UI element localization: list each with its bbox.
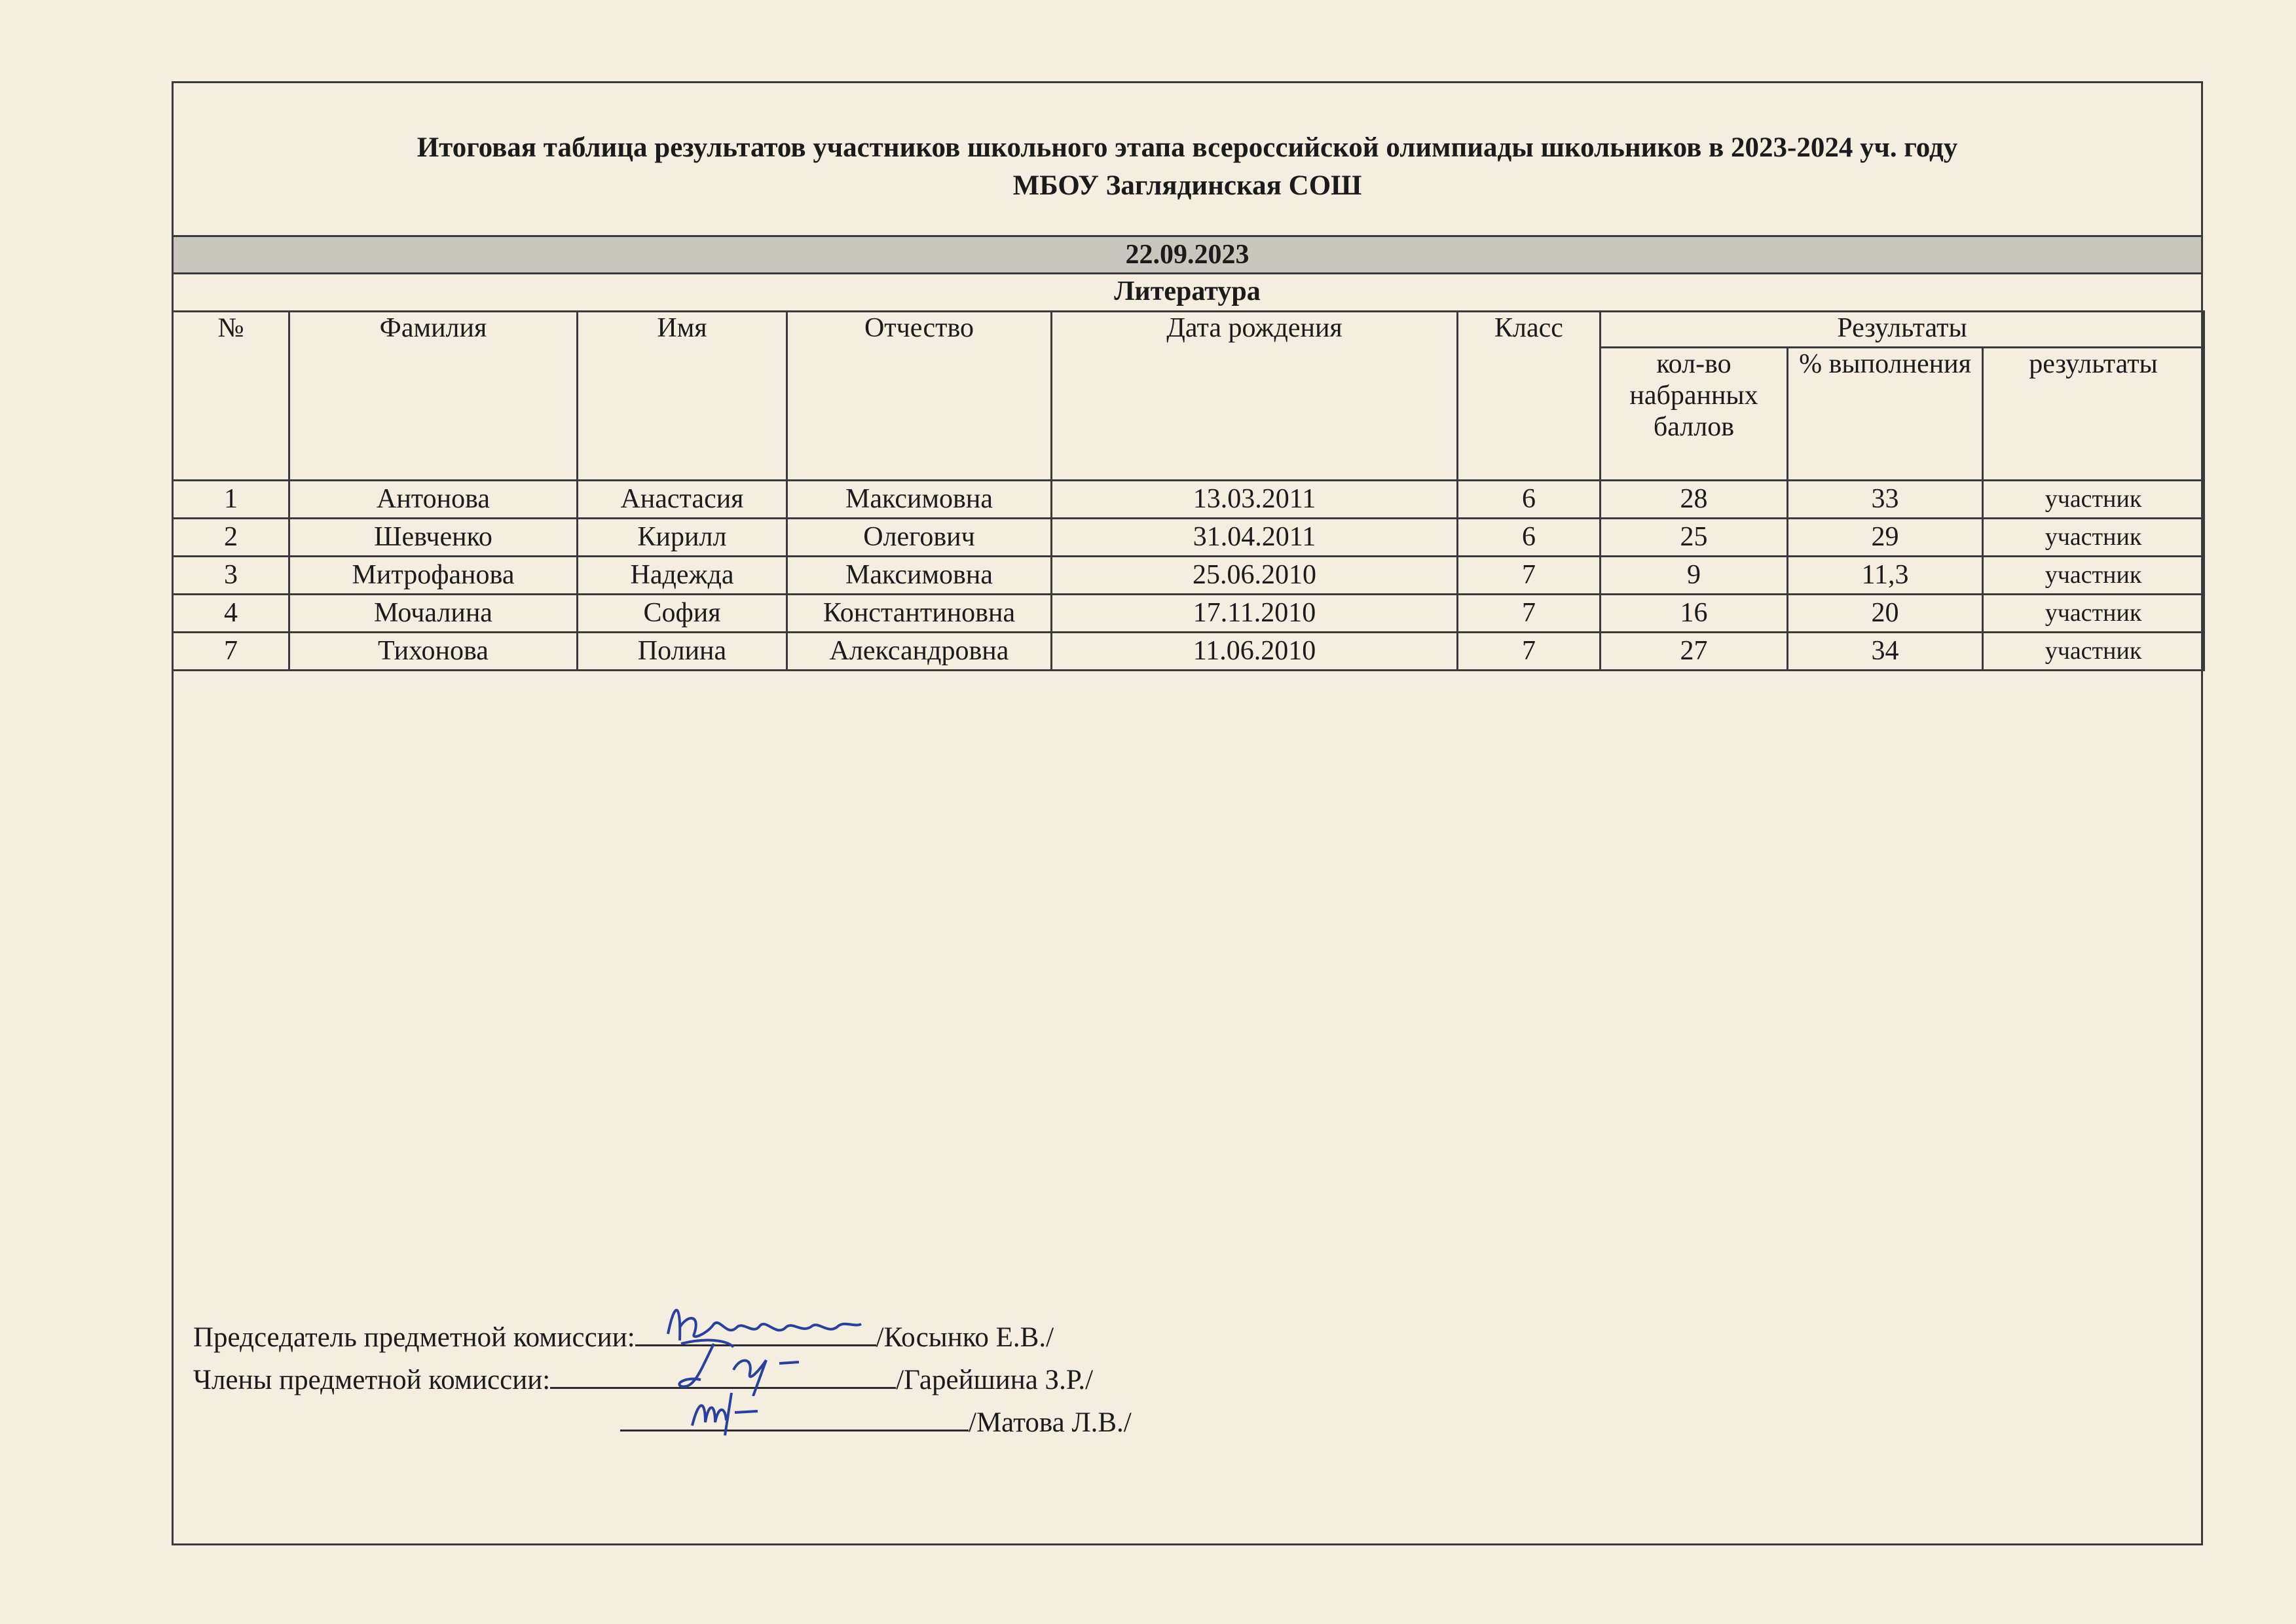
col-surname: Фамилия <box>289 312 578 481</box>
table-row <box>173 633 2204 671</box>
cell-number: 2 <box>173 519 289 557</box>
member2-signature-mark <box>686 1373 895 1439</box>
cell-percent: 20 <box>1788 595 1983 633</box>
cell-name: Анастасия <box>578 481 787 519</box>
member2-signature-line <box>193 1401 1132 1443</box>
signature-block <box>193 1316 1132 1443</box>
title-line-2: МБОУ Заглядинская СОШ <box>1012 170 1362 201</box>
member1-name: /Гарейшина З.Р./ <box>896 1365 1094 1395</box>
chair-name: /Косынко Е.В./ <box>876 1322 1054 1353</box>
col-grade: Класс <box>1458 312 1601 481</box>
cell-name: Надежда <box>578 557 787 595</box>
members-label: Члены предметной комиссии: <box>193 1365 551 1395</box>
cell-patronymic: Константиновна <box>787 595 1052 633</box>
cell-result: участник <box>1983 633 2204 671</box>
cell-points: 9 <box>1601 557 1788 595</box>
col-number: № <box>173 312 289 481</box>
cell-result: участник <box>1983 519 2204 557</box>
table-row <box>173 481 2204 519</box>
cell-points: 16 <box>1601 595 1788 633</box>
cell-result: участник <box>1983 557 2204 595</box>
cell-points: 27 <box>1601 633 1788 671</box>
cell-surname: Антонова <box>289 481 578 519</box>
cell-result: участник <box>1983 481 2204 519</box>
cell-surname: Митрофанова <box>289 557 578 595</box>
col-results-group: Результаты <box>1601 312 2204 348</box>
cell-patronymic: Олегович <box>787 519 1052 557</box>
subject-heading: Литература <box>1114 276 1261 306</box>
cell-grade: 6 <box>1458 481 1601 519</box>
member1-signature-line <box>193 1358 1132 1401</box>
cell-result: участник <box>1983 595 2204 633</box>
cell-surname: Шевченко <box>289 519 578 557</box>
table-row <box>173 557 2204 595</box>
cell-number: 7 <box>173 633 289 671</box>
col-patronymic: Отчество <box>787 312 1052 481</box>
member2-name: /Матова Л.В./ <box>969 1407 1132 1438</box>
cell-surname: Тихонова <box>289 633 578 671</box>
table-row <box>173 519 2204 557</box>
cell-patronymic: Александровна <box>787 633 1052 671</box>
cell-percent: 11,3 <box>1788 557 1983 595</box>
cell-birthdate: 17.11.2010 <box>1052 595 1458 633</box>
cell-grade: 7 <box>1458 557 1601 595</box>
col-birthdate: Дата рождения <box>1052 312 1458 481</box>
cell-percent: 29 <box>1788 519 1983 557</box>
results-table <box>172 310 2205 671</box>
title-line-1: Итоговая таблица результатов участников школьного этапа всероссийской олимпиады школьников в 2023-2024 уч. году <box>417 132 1958 163</box>
col-points: кол-во набранных баллов <box>1601 348 1788 481</box>
cell-birthdate: 31.04.2011 <box>1052 519 1458 557</box>
cell-name: Кирилл <box>578 519 787 557</box>
cell-grade: 6 <box>1458 519 1601 557</box>
signature-line <box>620 1401 969 1431</box>
cell-patronymic: Максимовна <box>787 557 1052 595</box>
col-name: Имя <box>578 312 787 481</box>
col-result: результаты <box>1983 348 2204 481</box>
cell-number: 3 <box>173 557 289 595</box>
chair-label: Председатель предметной комиссии: <box>193 1322 635 1353</box>
cell-name: София <box>578 595 787 633</box>
cell-birthdate: 25.06.2010 <box>1052 557 1458 595</box>
cell-name: Полина <box>578 633 787 671</box>
cell-grade: 7 <box>1458 595 1601 633</box>
cell-patronymic: Максимовна <box>787 481 1052 519</box>
document-title <box>174 129 2201 205</box>
cell-birthdate: 13.03.2011 <box>1052 481 1458 519</box>
document-frame <box>172 81 2203 1545</box>
date-bar: 22.09.2023 <box>174 235 2201 274</box>
cell-surname: Мочалина <box>289 595 578 633</box>
col-percent: % выполнения <box>1788 348 1983 481</box>
cell-points: 25 <box>1601 519 1788 557</box>
cell-percent: 34 <box>1788 633 1983 671</box>
cell-number: 4 <box>173 595 289 633</box>
chair-signature-line <box>193 1316 1132 1358</box>
cell-birthdate: 11.06.2010 <box>1052 633 1458 671</box>
cell-grade: 7 <box>1458 633 1601 671</box>
cell-points: 28 <box>1601 481 1788 519</box>
cell-percent: 33 <box>1788 481 1983 519</box>
table-row <box>173 595 2204 633</box>
cell-number: 1 <box>173 481 289 519</box>
